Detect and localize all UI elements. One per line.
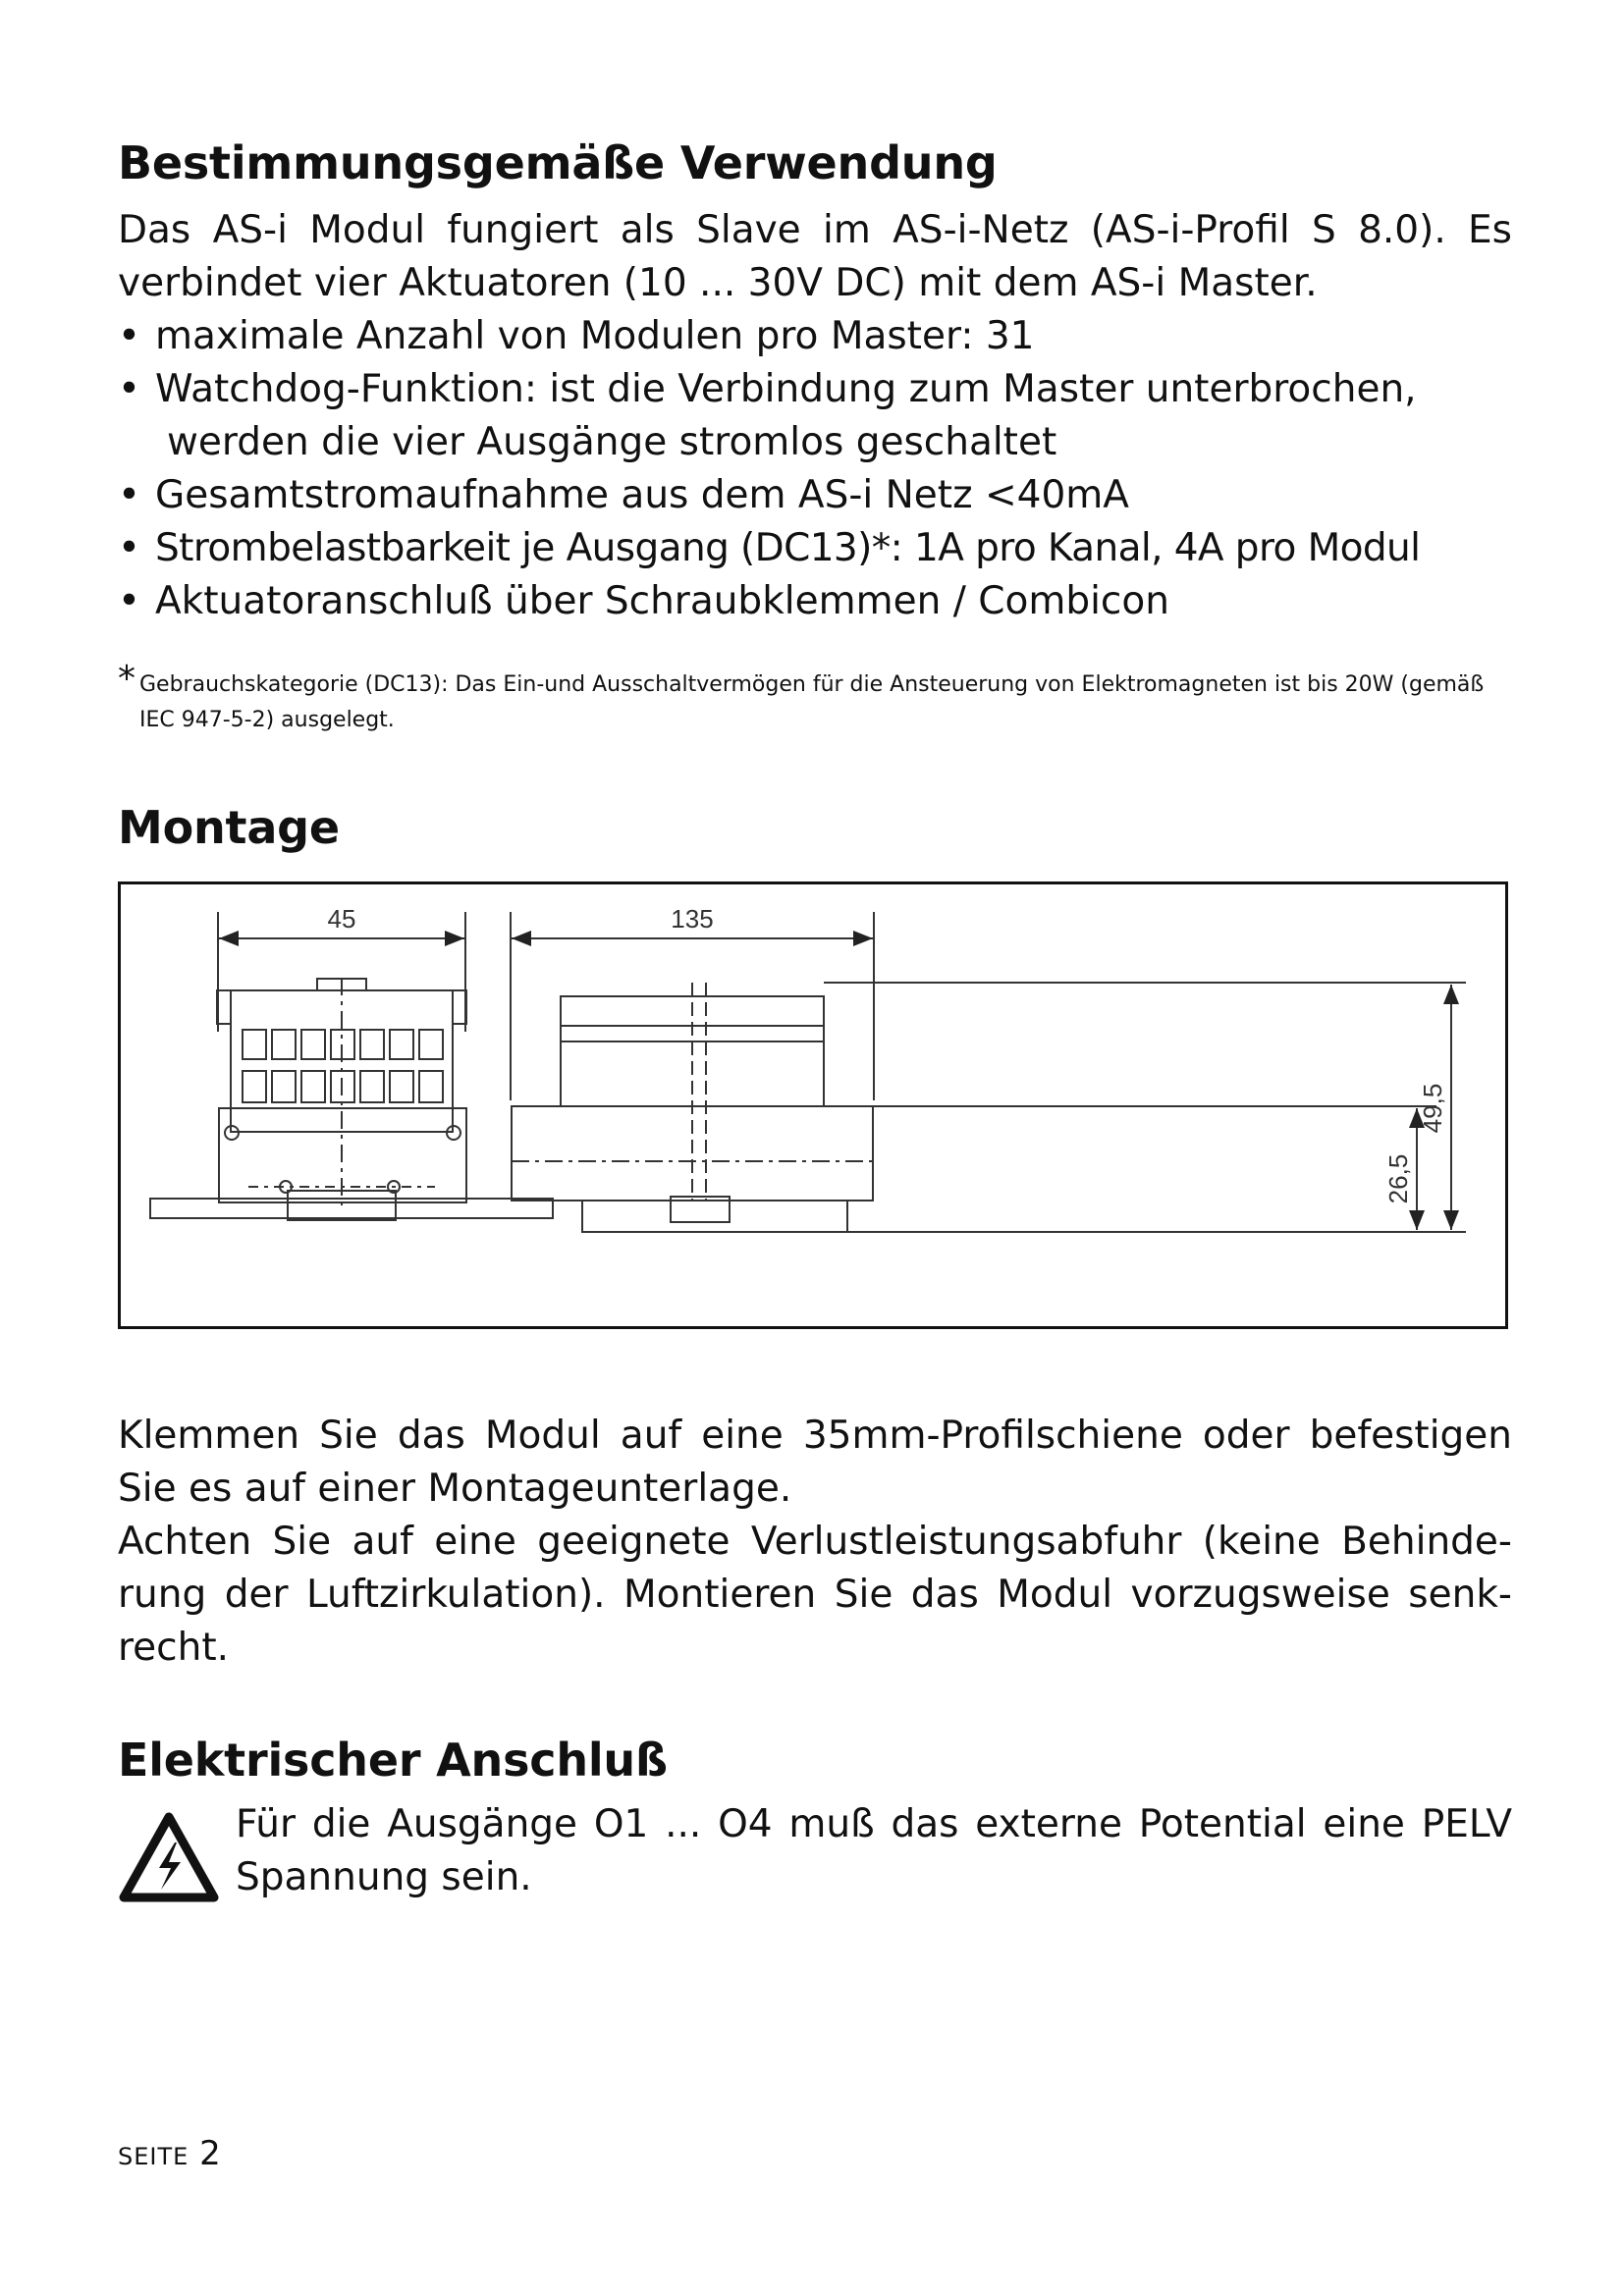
side-clip	[217, 990, 231, 1024]
length-dimension-label: 135	[671, 904, 714, 934]
list-item	[118, 363, 1522, 469]
warning-text: Für die Ausgänge O1 ... O4 muß das externe Potential eine PELV Spannung sein.	[236, 1802, 1512, 1899]
list-item-text: maximale Anzahl von Modulen pro Master: 31	[155, 314, 1035, 358]
list-item	[118, 310, 1522, 363]
electrical-warning-icon	[118, 1811, 220, 1909]
dimension-drawing-svg	[121, 884, 1505, 1326]
din-rail-side	[582, 1201, 847, 1232]
list-item	[118, 522, 1522, 575]
list-item-text: Gesamtstromaufnahme aus dem AS-i Netz <40mA	[155, 473, 1129, 517]
list-item	[118, 575, 1522, 628]
height-dimension-label: 49,5	[1418, 1083, 1447, 1134]
heading-mounting: Montage	[118, 801, 340, 854]
page-label: SEITE	[118, 2143, 189, 2170]
side-clip	[453, 990, 466, 1024]
footnote	[118, 659, 1522, 738]
heading-intended-use: Bestimmungsgemäße Verwendung	[118, 136, 998, 189]
footnote-marker: *	[118, 659, 135, 699]
bullet-marker: •	[118, 579, 141, 623]
list-item-text: Strombelastbarkeit je Ausgang (DC13)*: 1A pro Kanal, 4A pro Modul	[155, 526, 1421, 570]
mounting-dimension-drawing	[118, 881, 1508, 1329]
bullet-marker: •	[118, 314, 141, 358]
warning-text-block	[236, 1798, 1512, 1904]
heading-electrical-connection: Elektrischer Anschluß	[118, 1734, 668, 1787]
bullet-marker: •	[118, 526, 141, 570]
rail-height-dimension-label: 26,5	[1383, 1153, 1413, 1204]
width-dimension-label: 45	[327, 904, 356, 934]
mounting-paragraphs	[118, 1410, 1512, 1675]
feature-list	[118, 310, 1522, 628]
intro-paragraph	[118, 204, 1512, 310]
page-number	[118, 2134, 221, 2173]
mounting-paragraph-1: Klemmen Sie das Modul auf eine 35mm-Profilschiene oder befestigen Sie es auf einer Montageunterlage.	[118, 1414, 1512, 1511]
intro-text: Das AS-i Modul fungiert als Slave im AS-i-Netz (AS-i-Profil S 8.0). Es verbindet vier Aktuatoren (10 ... 30V DC) mit dem AS-i Master.	[118, 208, 1512, 305]
bullet-marker: •	[118, 473, 141, 517]
footnote-text: Gebrauchskategorie (DC13): Das Ein-und Ausschaltvermögen für die Ansteuerung von Elektromagneten ist bis 20W (gemäß IEC 947-5-2) ausgelegt.	[139, 672, 1485, 732]
page-number-value: 2	[199, 2134, 221, 2173]
list-item-continuation: werden die vier Ausgänge stromlos geschaltet	[167, 420, 1057, 464]
bullet-marker: •	[118, 367, 141, 411]
list-item	[118, 469, 1522, 522]
list-item-text: Aktuatoranschluß über Schraubklemmen / Combicon	[155, 579, 1169, 623]
mounting-paragraph-2: Achten Sie auf eine geeignete Verlustleistungsabfuhr (keine Behinde-rung der Luftzirkulation). Montieren Sie das Modul vorzugsweise senk-recht.	[118, 1520, 1512, 1670]
list-item-text: Watchdog-Funktion: ist die Verbindung zum Master unterbrochen,	[155, 367, 1417, 411]
